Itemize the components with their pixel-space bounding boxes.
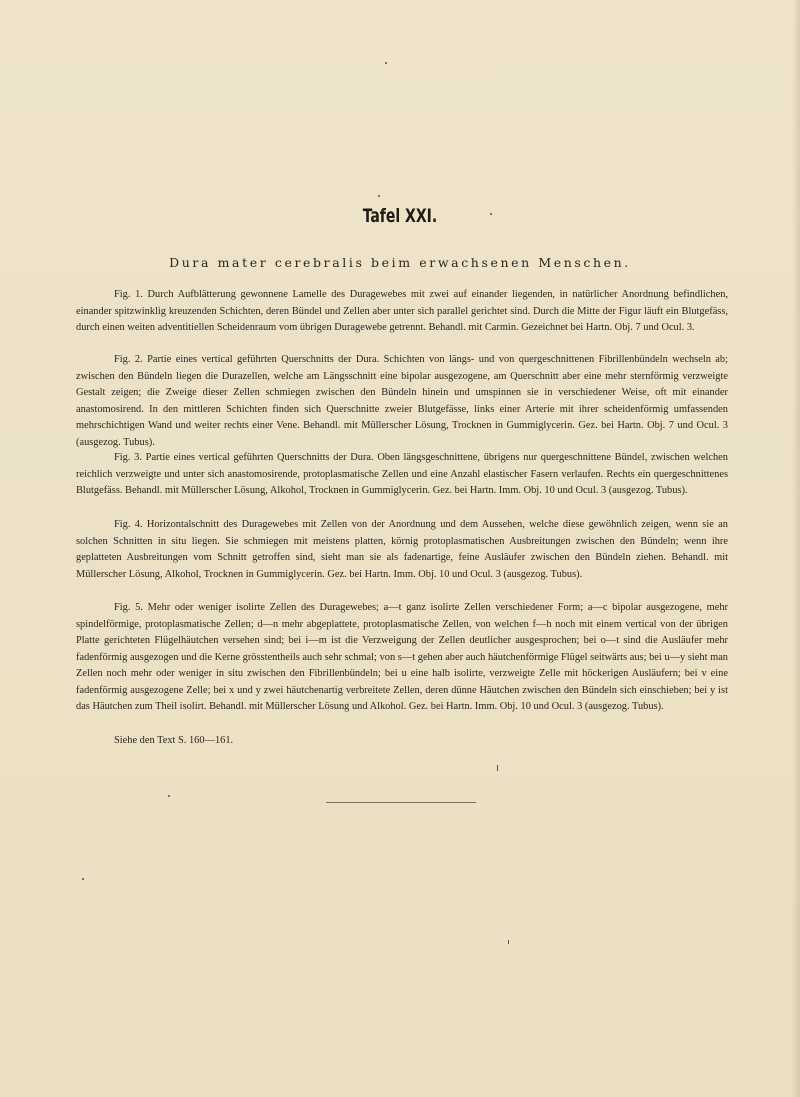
figure-description-2 — [76, 352, 728, 451]
paragraph-fig-3: Fig. 3. Partie eines vertical geführten Querschnitts der Dura. Oben längsgeschnittene, übrigens nur quergeschnittene Bündel, zwischen welchen reichlich verzweigte und unter sich anastomosirende, protoplasmatische Zellen und eine Anzahl elastischer Fasern verlaufen. Rechts ein quergeschnittenes Blutgefäss. Behandl. mit Müllerscher Lösung, Alkohol, Trocknen in Gummiglycerin. Gez. bei Hartn. Imm. Obj. 10 und Ocul. 3 (ausgezog. Tubus). — [76, 452, 728, 496]
figure-description-1 — [76, 287, 728, 337]
text-reference: Siehe den Text S. 160—161. — [114, 735, 234, 746]
paper-speck — [82, 878, 84, 880]
figure-description-4 — [76, 517, 728, 583]
paragraph-fig-4: Fig. 4. Horizontalschnitt des Duragewebes mit Zellen von der Anordnung und dem Aussehen, welche diese gewöhnlich zeigen, wenn sie an solchen Schnitten in situ liegen. Sie schmiegen mit meistens platten, körnig protoplasmatischen Ausbreitungen zwischen den Bündeln; wenn ihre geplatteten Ausbreitungen vom Schnitt getroffen sind, sieht man sie als fadenartige, feine Ausläufer zwischen den Bündeln ziehen. Behandl. mit Müllerscher Lösung, Alkohol, Trocknen in Gummiglycerin. Gez. bei Hartn. Imm. Obj. 10 und Ocul. 3 (ausgezog. Tubus). — [76, 519, 728, 580]
horizontal-rule — [326, 802, 476, 803]
paragraph-fig-2: Fig. 2. Partie eines vertical geführten Querschnitts der Dura. Schichten von längs- und von quergeschnittenen Fibrillenbündeln wechseln ab; zwischen den Bündeln liegen die Durazellen, welche am Längsschnitt eine bipolar ausgezogene, am Querschnitt aber eine mehr sternförmig verzweigte Gestalt zeigen; die Zweige dieser Zellen schmiegen zwischen den Bündeln hinein und umspinnen sie in verschiedener Weise, oft mit einander anastomosirend. In den mittleren Schichten finden sich Querschnitte zweier Blutgefässe, links einer Arterie mit ihrer scheidenförmig umfassenden mehrschichtigen Wand und weiter rechts einer Vene. Behandl. mit Müllerscher Lösung, Trocknen in Gummiglycerin. Gez. bei Hartn. Obj. 7 und Ocul. 3 (ausgezog. Tubus). — [76, 354, 728, 448]
figure-description-5 — [76, 600, 728, 716]
plate-subtitle: Dura mater cerebralis beim erwachsenen Menschen. — [169, 255, 631, 270]
paper-speck — [490, 213, 492, 215]
paragraph-fig-1: Fig. 1. Durch Aufblätterung gewonnene Lamelle des Duragewebes mit zwei auf einander liegenden, in natürlicher Anordnung befindlichen, einander spitzwinklig kreuzenden Schichten, deren Bündel und Zellen aber unter sich parallel gerichtet sind. Durch die Mitte der Figur läuft ein Blutgefäss, durch einen weiten adventitiellen Scheidenraum vom übrigen Duragewebe getrennt. Behandl. mit Carmin. Gezeichnet bei Hartn. Obj. 7 und Ocul. 3. — [76, 289, 728, 333]
paragraph-fig-5: Fig. 5. Mehr oder weniger isolirte Zellen des Duragewebes; a—t ganz isolirte Zellen verschiedener Form; a—c bipolar ausgezogene, mehr spindelförmige, protoplasmatische Zellen; d—n mehr abgeplattete, protoplasmatische Zellen, von welchen f—h noch mit einem vertical von der übrigen Platte gerichteten Flügelhäutchen versehen sind; bei i—m ist die Verzweigung der Zellen deutlicher ausgesprochen; bei o—t sind die Ausläufer mehr fadenförmig ausgezogen und die Kerne grösstentheils auch sehr schmal; von s—t gehen aber auch häutchenförmige Flügel seitwärts aus; bei u—y sieht man Zellen noch mehr oder weniger in situ zwischen den Fibrillenbündeln; bei u eine halb isolirte, verzweigte Zelle mit höckerigen Ausläufern; bei v eine fadenförmig ausgezogene Zelle; bei x und y zwei häutchenartig verbreitete Zellen, deren dünne Häutchen zwischen den Bündeln sich einschieben; bei y ist das Häutchen zum Theil isolirt. Behandl. mit Müllerscher Lösung und Alkohol. Gez. bei Hartn. Imm. Obj. 10 und Ocul. 3 (ausgezog. Tubus). — [76, 602, 728, 712]
paper-speck — [497, 765, 498, 771]
paper-speck — [168, 795, 170, 797]
page-edge-shadow — [792, 0, 800, 1097]
paper-speck — [508, 940, 509, 944]
plate-title: Tafel XXI. — [362, 205, 438, 227]
paper-speck — [378, 195, 380, 197]
paper-speck — [385, 62, 387, 64]
figure-description-3 — [76, 450, 728, 500]
